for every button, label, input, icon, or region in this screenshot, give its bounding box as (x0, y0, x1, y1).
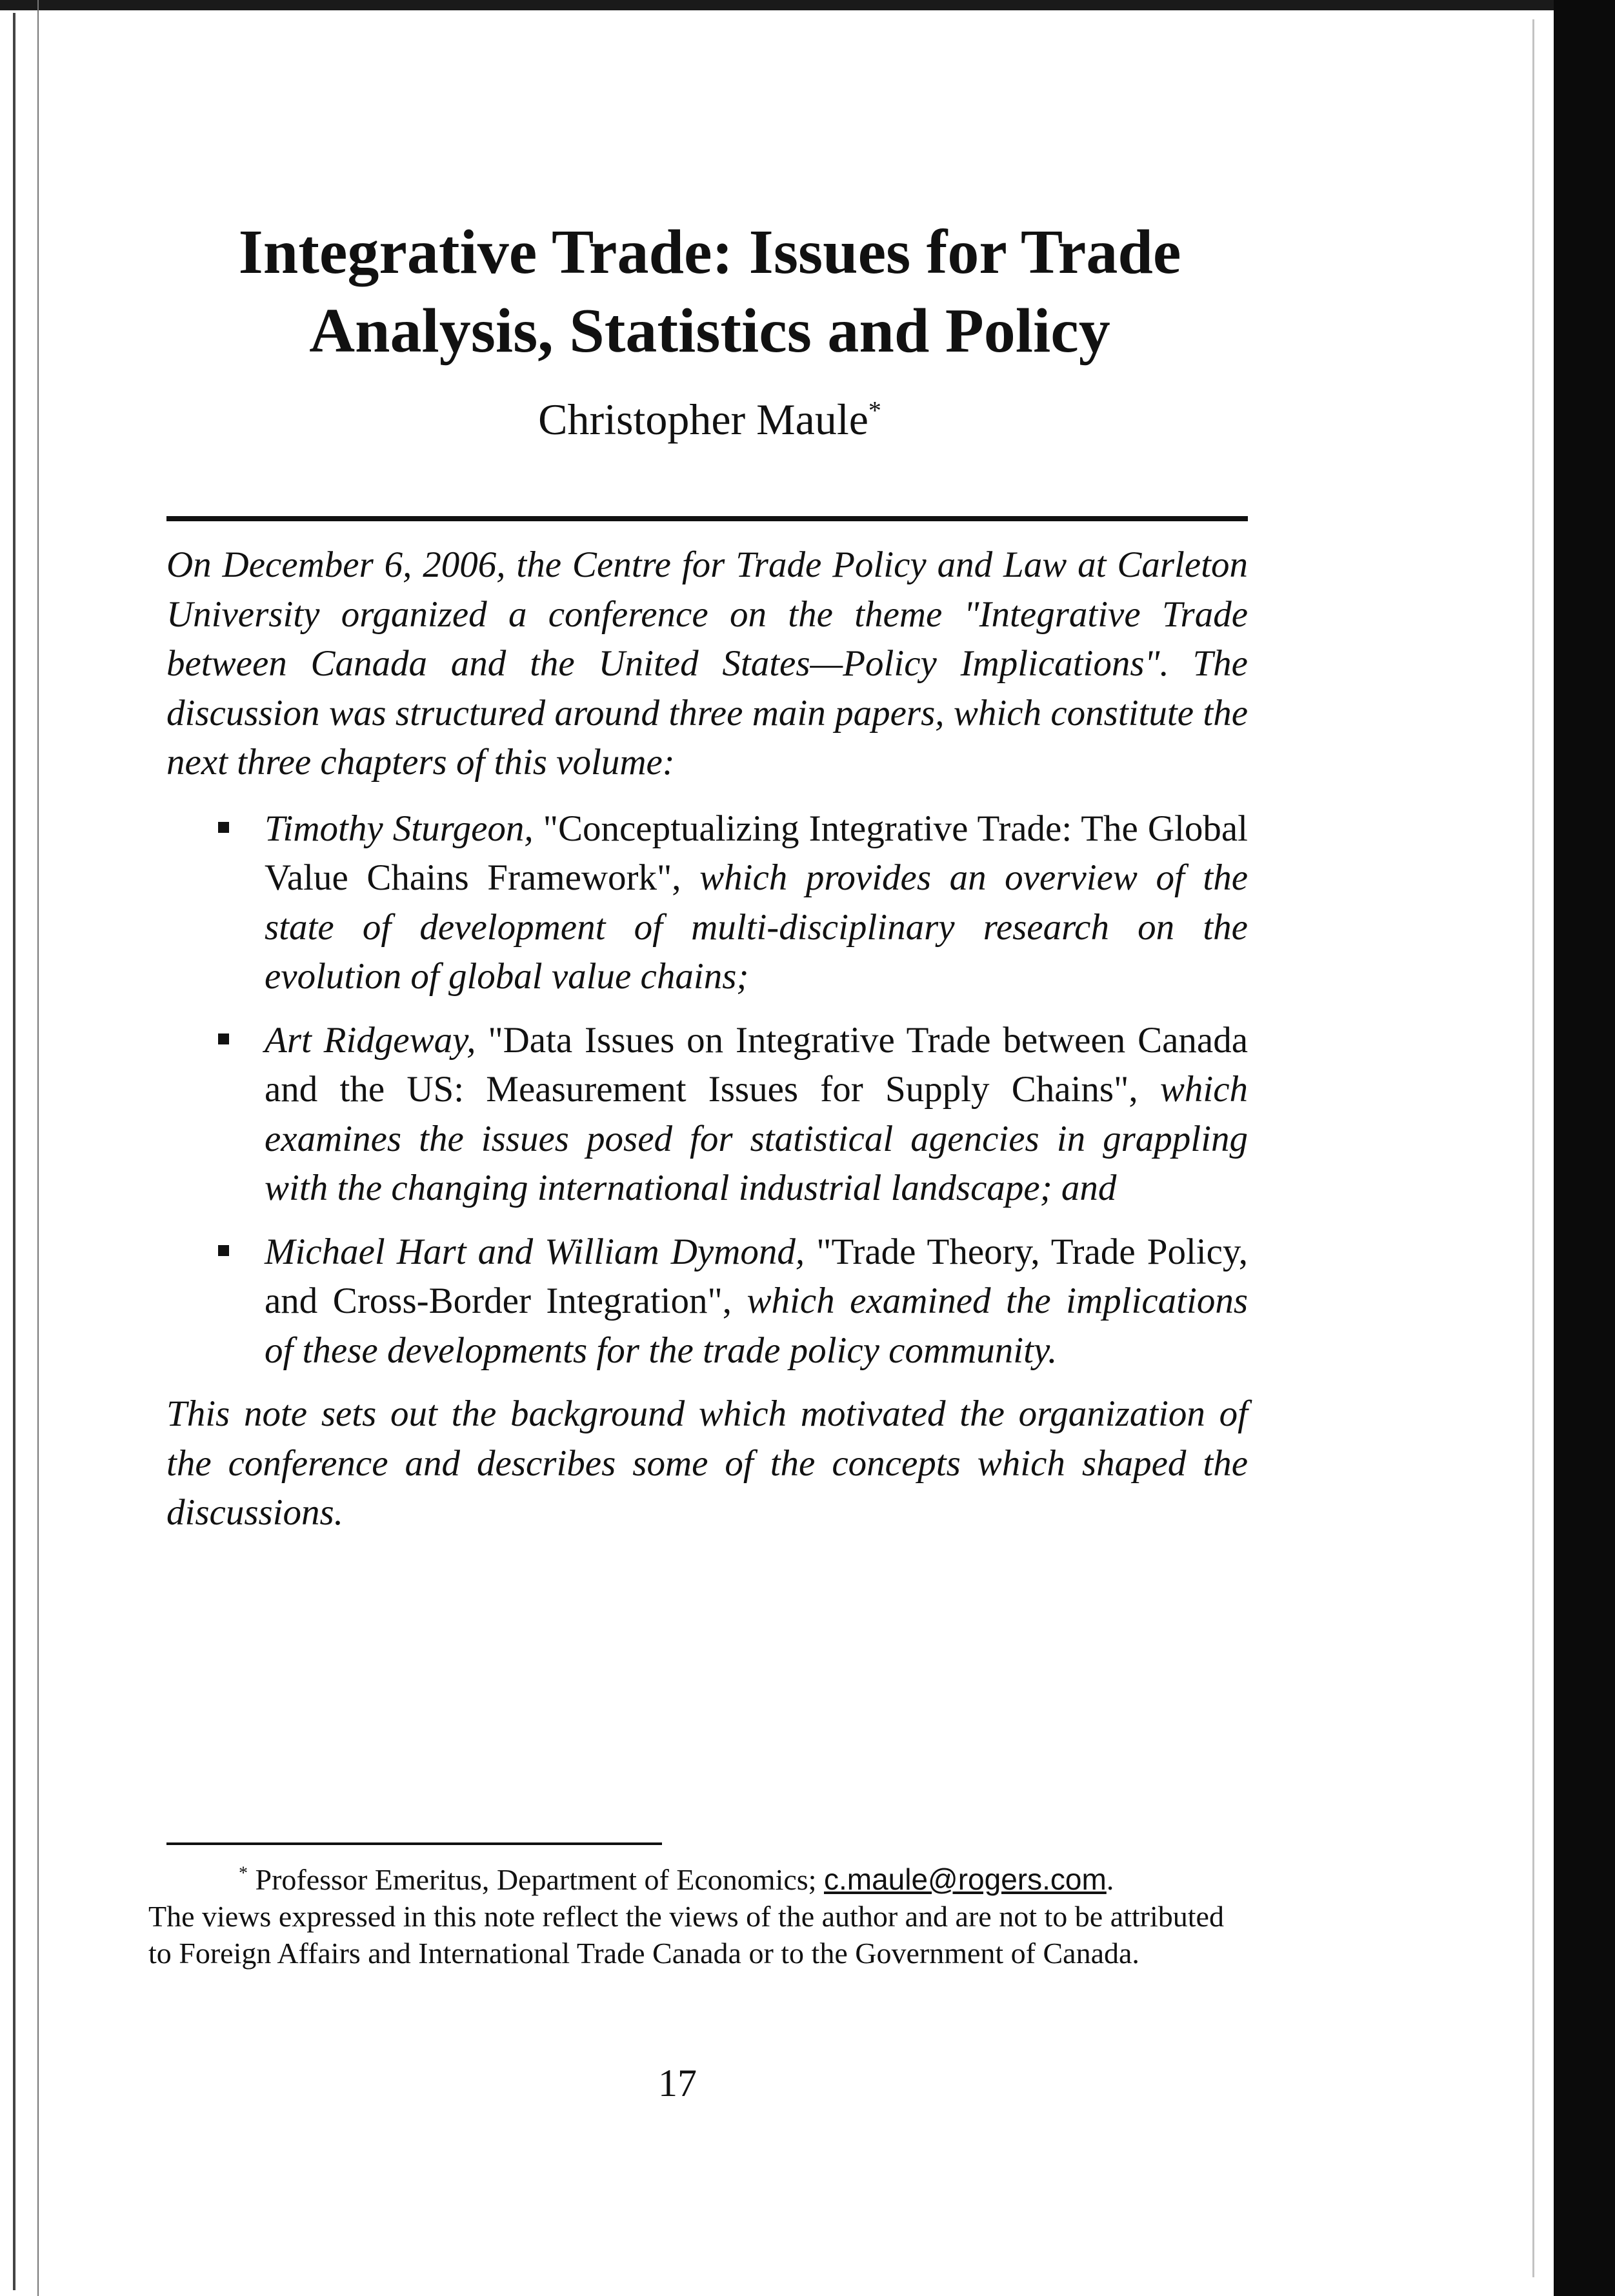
paper-author: Art Ridgeway, (265, 1019, 476, 1061)
abstract-closing: This note sets out the background which motivated the organization of the conference and describes some of the concepts which shaped the discussions. (166, 1393, 1248, 1533)
list-item (166, 804, 1248, 1002)
paper-list (166, 804, 1248, 1376)
scan-border-top (0, 0, 1615, 10)
title-line-2: Analysis, Statistics and Policy (309, 296, 1110, 366)
paper-title: "Data Issues on Integrative Trade between Canada and the US: Measurement Issues for Supply Chains", (265, 1019, 1248, 1110)
paper-title: "Trade Theory, Trade Policy, and Cross-Border Integration", (265, 1231, 1248, 1321)
scan-border-right (1554, 0, 1615, 2296)
paper-description: which examined the implications of these developments for the trade policy community. (265, 1281, 1249, 1371)
paper-description: which examines the issues posed for statistical agencies in grappling with the changing international industrial landscape; and (265, 1069, 1248, 1208)
title-divider (166, 516, 1248, 521)
paper-title: "Conceptualizing Integrative Trade: The Global Value Chains Framework", (265, 808, 1248, 898)
footnote (148, 1861, 1232, 1972)
footnote-affiliation-line (148, 1861, 1232, 1898)
bullet-icon (218, 1033, 229, 1044)
author-name: Christopher Maule (538, 395, 868, 444)
abstract-intro: On December 6, 2006, the Centre for Trade Policy and Law at Carleton University organized a conference on the theme "Integrative Trade between Canada and the United States—Policy Implications". The discussion was structured around three main papers, which constitute the next three chapters of this volume: (166, 544, 1248, 783)
title-line-1: Integrative Trade: Issues for Trade (238, 217, 1181, 287)
page-number: 17 (658, 2062, 697, 2104)
paper-description: which provides an overview of the state of development of multi-disciplinary research on the evolution of global value chains; (265, 857, 1249, 997)
document-title (161, 213, 1258, 370)
bullet-icon (218, 822, 229, 833)
list-item (166, 1228, 1248, 1376)
author-footnote-mark: * (868, 395, 881, 425)
scan-border-right-line (1532, 19, 1534, 2277)
scan-border-left-line (37, 0, 39, 2296)
author-email-link[interactable]: c.maule@rogers.com (823, 1862, 1107, 1896)
footnote-email-period: . (1106, 1863, 1114, 1896)
footnote-affiliation: Professor Emeritus, Department of Economics; (248, 1863, 824, 1896)
paper-author: Timothy Sturgeon, (265, 808, 534, 849)
abstract (166, 541, 1248, 1538)
scan-border-left (13, 13, 15, 2290)
paper-author: Michael Hart and William Dymond, (265, 1231, 805, 1272)
footnote-divider (166, 1842, 662, 1845)
footnote-disclaimer: The views expressed in this note reflect the views of the author and are not to be attributed to Foreign Affairs and International Trade Canada or to the Government of Canada. (148, 1900, 1224, 1970)
footnote-mark: * (239, 1863, 248, 1884)
bullet-icon (218, 1245, 229, 1256)
list-item (166, 1016, 1248, 1213)
author (387, 394, 1032, 445)
